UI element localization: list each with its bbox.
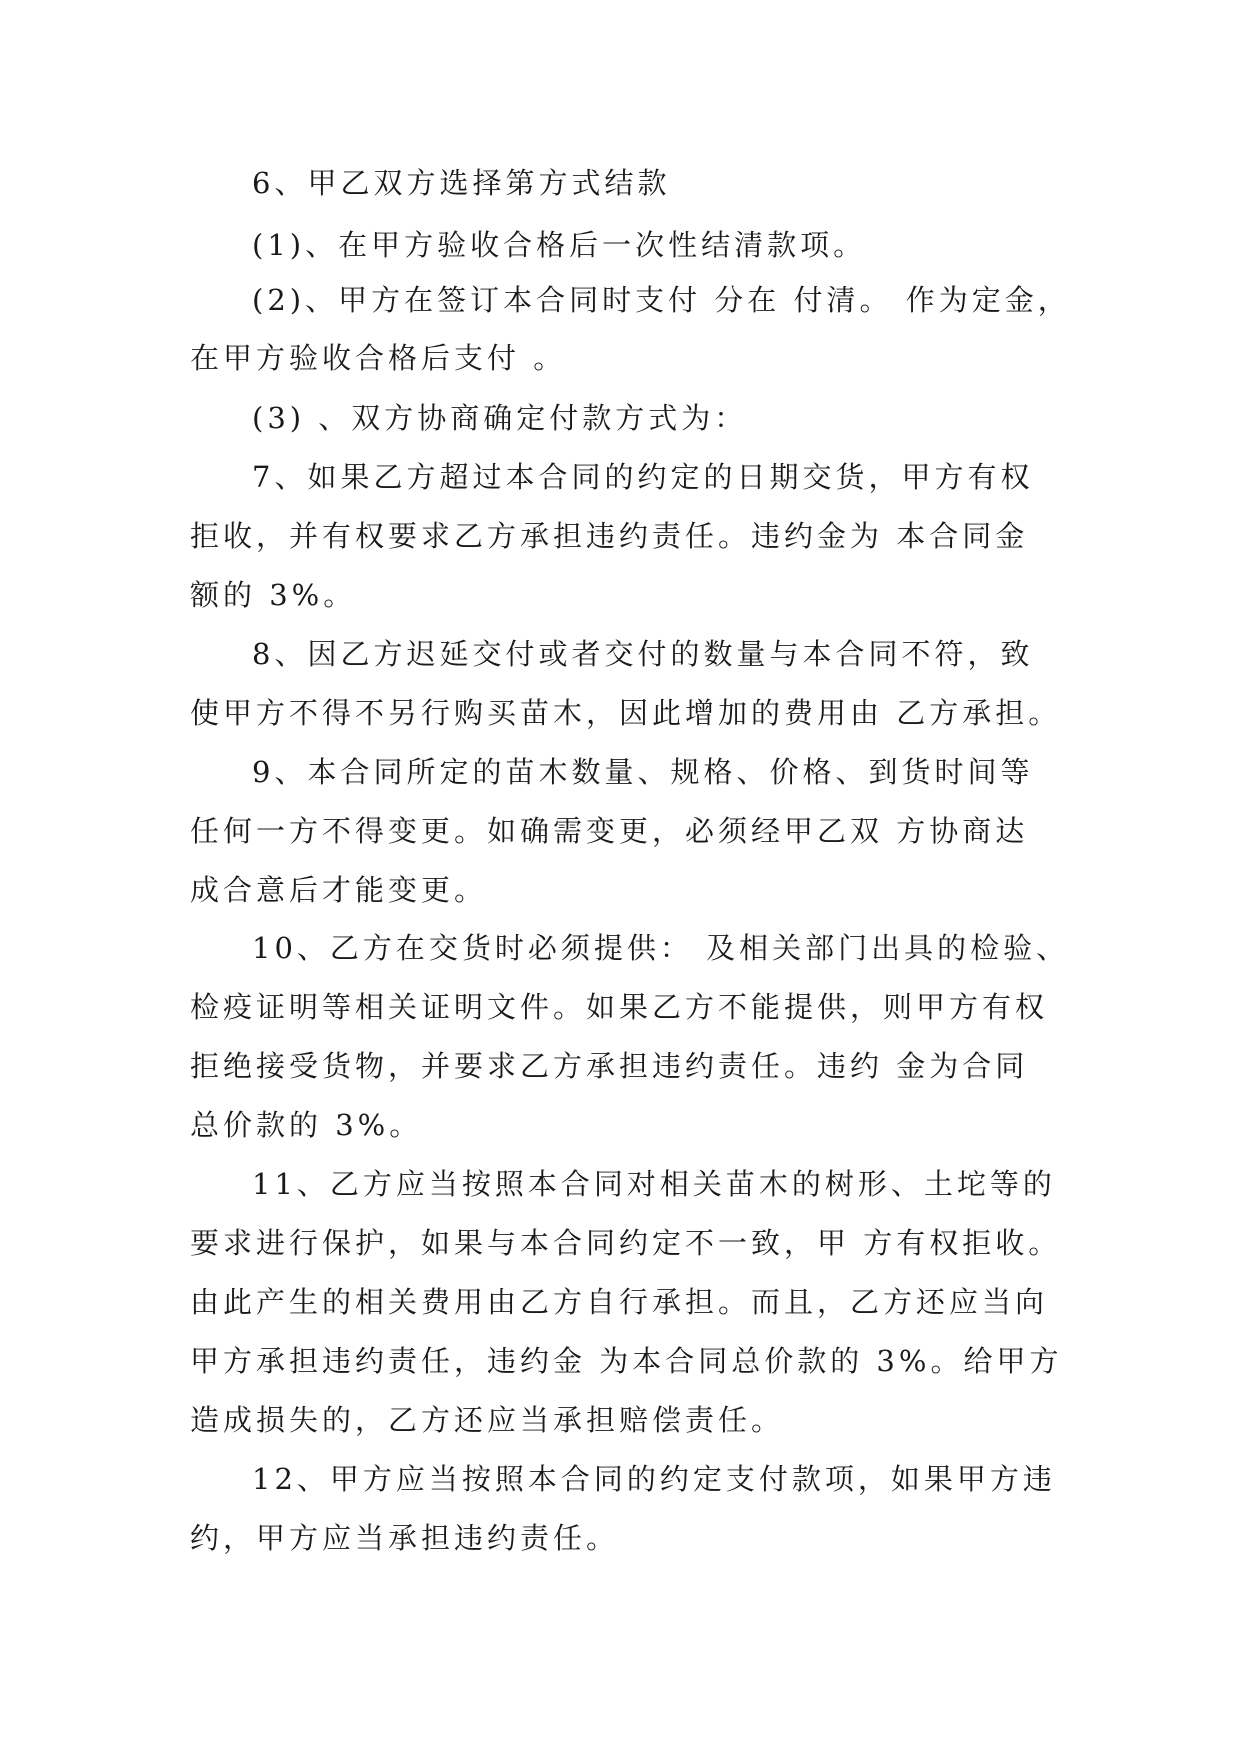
clause-12-line-2: 约，甲方应当承担违约责任。 (190, 1521, 620, 1555)
clause-11-line-1: 11、乙方应当按照本合同对相关苗木的树形、土坨等的 (252, 1167, 1056, 1201)
clause-10-line-3: 拒绝接受货物，并要求乙方承担违约责任。违约 金为合同 (190, 1049, 1029, 1083)
clause-11-line-3: 由此产生的相关费用由乙方自行承担。而且，乙方还应当向 (190, 1285, 1049, 1319)
clause-10-line-1: 10、乙方在交货时必须提供： 及相关部门出具的检验、 (252, 931, 1070, 965)
clause-9-line-1: 9、本合同所定的苗木数量、规格、价格、到货时间等 (252, 755, 1034, 789)
clause-6-option-1-line: (1)、在甲方验收合格后一次性结清款项。 (252, 228, 867, 262)
clause-11-line-2: 要求进行保护，如果与本合同约定不一致，甲 方有权拒收。 (190, 1226, 1062, 1260)
clause-6-line-1: 6、甲乙双方选择第方式结款 (252, 166, 671, 200)
clause-6-option-2-line-1: (2)、甲方在签订本合同时支付 分在 付清。 作为定金， (252, 283, 1071, 317)
clause-7-line-2: 拒收，并有权要求乙方承担违约责任。违约金为 本合同金 (190, 519, 1029, 553)
clause-12-line-1: 12、甲方应当按照本合同的约定支付款项，如果甲方违 (252, 1462, 1056, 1496)
clause-8-line-2: 使甲方不得不另行购买苗木，因此增加的费用由 乙方承担。 (190, 696, 1062, 730)
clause-6-option-2-line-2: 在甲方验收合格后支付 。 (190, 341, 567, 375)
clause-6-option-3-line: (3) 、双方协商确定付款方式为： (252, 401, 748, 435)
clause-7-line-3: 额的 3%。 (190, 578, 357, 612)
clause-10-line-2: 检疫证明等相关证明文件。如果乙方不能提供，则甲方有权 (190, 990, 1049, 1024)
clause-8-line-1: 8、因乙方迟延交付或者交付的数量与本合同不符，致 (252, 637, 1034, 671)
clause-7-line-1: 7、如果乙方超过本合同的约定的日期交货，甲方有权 (252, 460, 1034, 494)
clause-10-line-4: 总价款的 3%。 (190, 1108, 423, 1142)
clause-9-line-3: 成合意后才能变更。 (190, 873, 488, 907)
clause-9-line-2: 任何一方不得变更。如确需变更，必须经甲乙双 方协商达 (190, 814, 1029, 848)
clause-11-line-4: 甲方承担违约责任，违约金 为本合同总价款的 3%。给甲方 (190, 1344, 1063, 1378)
clause-11-line-5: 造成损失的，乙方还应当承担赔偿责任。 (190, 1403, 785, 1437)
